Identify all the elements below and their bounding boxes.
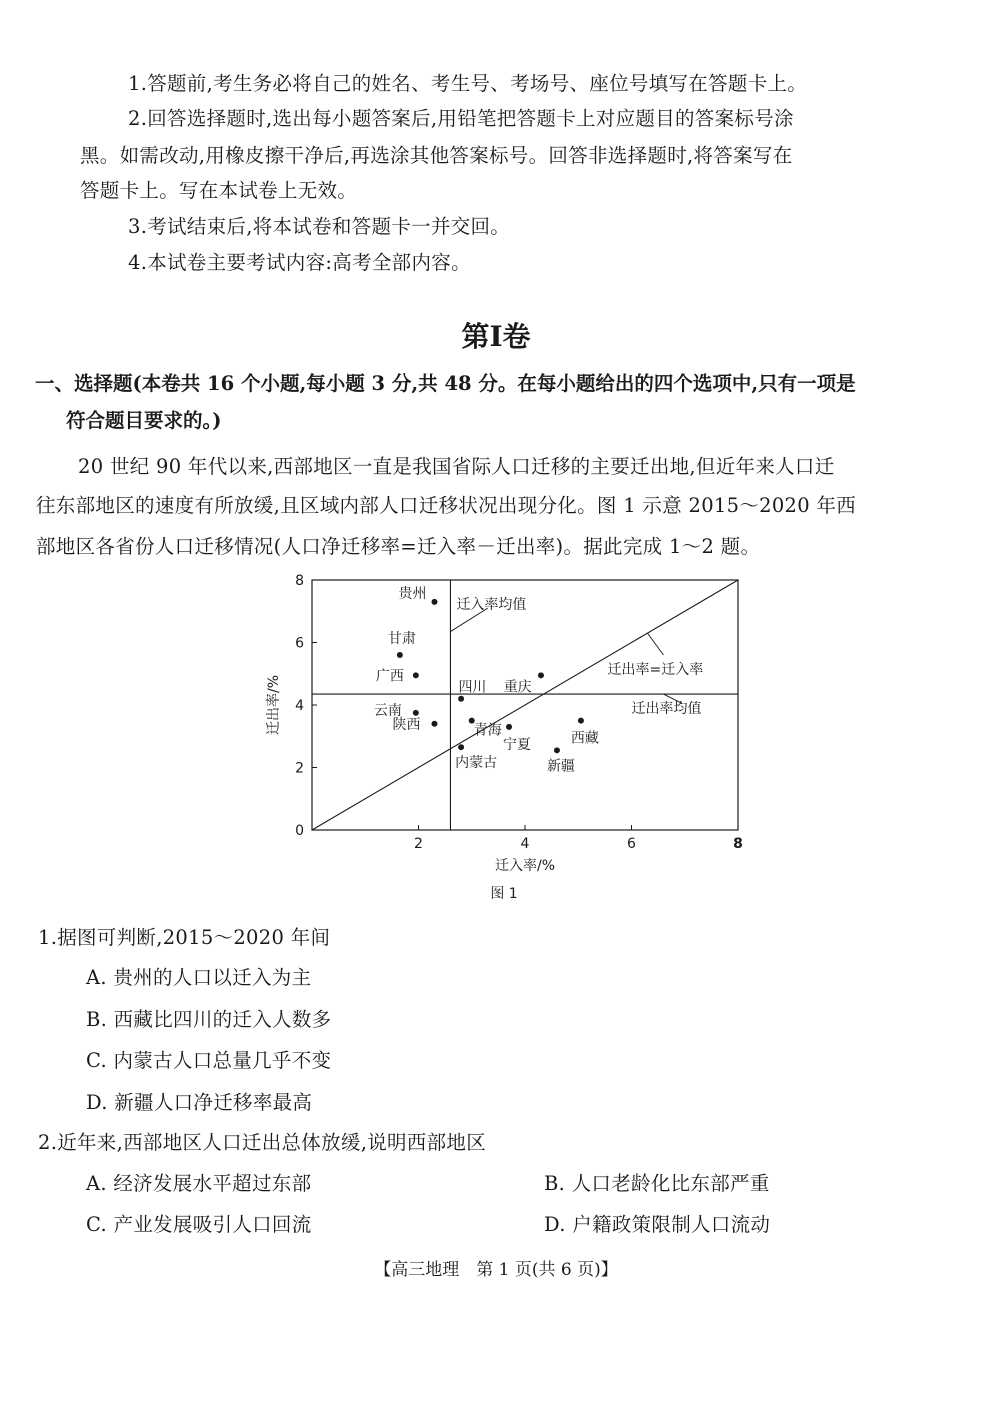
province-label: 云南 (373, 702, 402, 719)
q1-option-c: C. 内蒙古人口总量几乎不变 (86, 1049, 332, 1072)
province-point (458, 696, 464, 702)
q1-option-a: A. 贵州的人口以迁入为主 (86, 966, 312, 989)
y-tick-label: 6 (295, 635, 304, 652)
x-axis-label: 迁入率/% (494, 858, 556, 874)
equality-label: 迁出率=迁入率 (607, 661, 704, 678)
x-tick-label: 6 (627, 836, 636, 852)
q2-option-b: B. 人口老龄化比东部严重 (544, 1172, 770, 1195)
province-label: 青海 (473, 722, 502, 739)
q1-option-b: B. 西藏比四川的迁入人数多 (86, 1008, 332, 1031)
province-point (578, 718, 584, 724)
instruction-2-end: 答题卡上。写在本试卷上无效。 (80, 179, 358, 202)
y-tick-label: 8 (295, 573, 304, 589)
province-label: 广西 (375, 668, 404, 685)
province-label: 甘肃 (387, 631, 416, 647)
province-point (554, 747, 560, 753)
province-point (458, 744, 464, 750)
instruction-3: 3.考试结束后,将本试卷和答题卡一并交回。 (128, 215, 511, 238)
province-point (397, 652, 403, 658)
instruction-2: 2.回答选择题时,选出每小题答案后,用铅笔把答题卡上对应题目的答案标号涂 (128, 107, 794, 130)
equality-leader (647, 633, 663, 655)
mean-immigration-label: 迁入率均值 (456, 597, 527, 613)
section-heading-cont: 符合题目要求的。) (66, 409, 222, 432)
y-axis-label: 迁出率/% (266, 674, 282, 736)
x-tick-label: 8 (733, 836, 743, 852)
instruction-1: 1.答题前,考生务必将自己的姓名、考生号、考场号、座位号填写在答题卡上。 (128, 72, 808, 95)
question-1-stem: 1.据图可判断,2015～2020 年间 (38, 926, 331, 949)
passage-line-2: 往东部地区的速度有所放缓,且区域内部人口迁移状况出现分化。图 1 示意 2015～2020 年西 (36, 494, 857, 517)
province-label: 内蒙古 (455, 755, 498, 772)
province-point (506, 724, 512, 730)
x-tick-label: 4 (520, 836, 530, 852)
passage-line-1: 20 世纪 90 年代以来,西部地区一直是我国省际人口迁移的主要迁出地,但近年来人口迁 (78, 455, 835, 478)
province-point (431, 721, 437, 727)
province-point (431, 599, 437, 605)
chart-caption: 图 1 (490, 886, 518, 902)
instruction-4: 4.本试卷主要考试内容:高考全部内容。 (128, 251, 471, 274)
q2-option-a: A. 经济发展水平超过东部 (86, 1172, 312, 1195)
y-tick-label: 4 (295, 698, 304, 714)
page-footer: 【高三地理 第 1 页(共 6 页)】 (374, 1260, 618, 1280)
province-label: 宁夏 (503, 736, 532, 753)
province-label: 重庆 (503, 679, 532, 696)
province-point (538, 672, 544, 678)
province-point (413, 672, 419, 678)
province-label: 新疆 (546, 758, 575, 775)
province-label: 陕西 (392, 716, 421, 733)
province-label: 四川 (458, 679, 487, 696)
mean-emigration-label: 迁出率均值 (631, 700, 702, 717)
x-tick-label: 2 (414, 836, 423, 852)
q2-option-d: D. 户籍政策限制人口流动 (544, 1213, 771, 1236)
province-label: 西藏 (570, 730, 599, 747)
volume-title: 第Ⅰ卷 (461, 320, 531, 353)
y-tick-label: 0 (295, 823, 304, 839)
q1-option-d: D. 新疆人口净迁移率最高 (86, 1091, 313, 1114)
q2-option-c: C. 产业发展吸引人口回流 (86, 1213, 312, 1236)
section-heading: 一、选择题(本卷共 16 个小题,每小题 3 分,共 48 分。在每小题给出的四个选项中,只有一项是 (35, 372, 856, 395)
y-tick-label: 2 (295, 760, 304, 777)
province-label: 贵州 (398, 585, 427, 602)
migration-scatter-chart (262, 568, 762, 908)
province-point (413, 710, 419, 716)
instruction-2-cont: 黑。如需改动,用橡皮擦干净后,再选涂其他答案标号。回答非选择题时,将答案写在 (80, 144, 793, 167)
question-2-stem: 2.近年来,西部地区人口迁出总体放缓,说明西部地区 (38, 1131, 487, 1154)
passage-line-3: 部地区各省份人口迁移情况(人口净迁移率=迁入率－迁出率)。据此完成 1～2 题。 (36, 535, 761, 558)
